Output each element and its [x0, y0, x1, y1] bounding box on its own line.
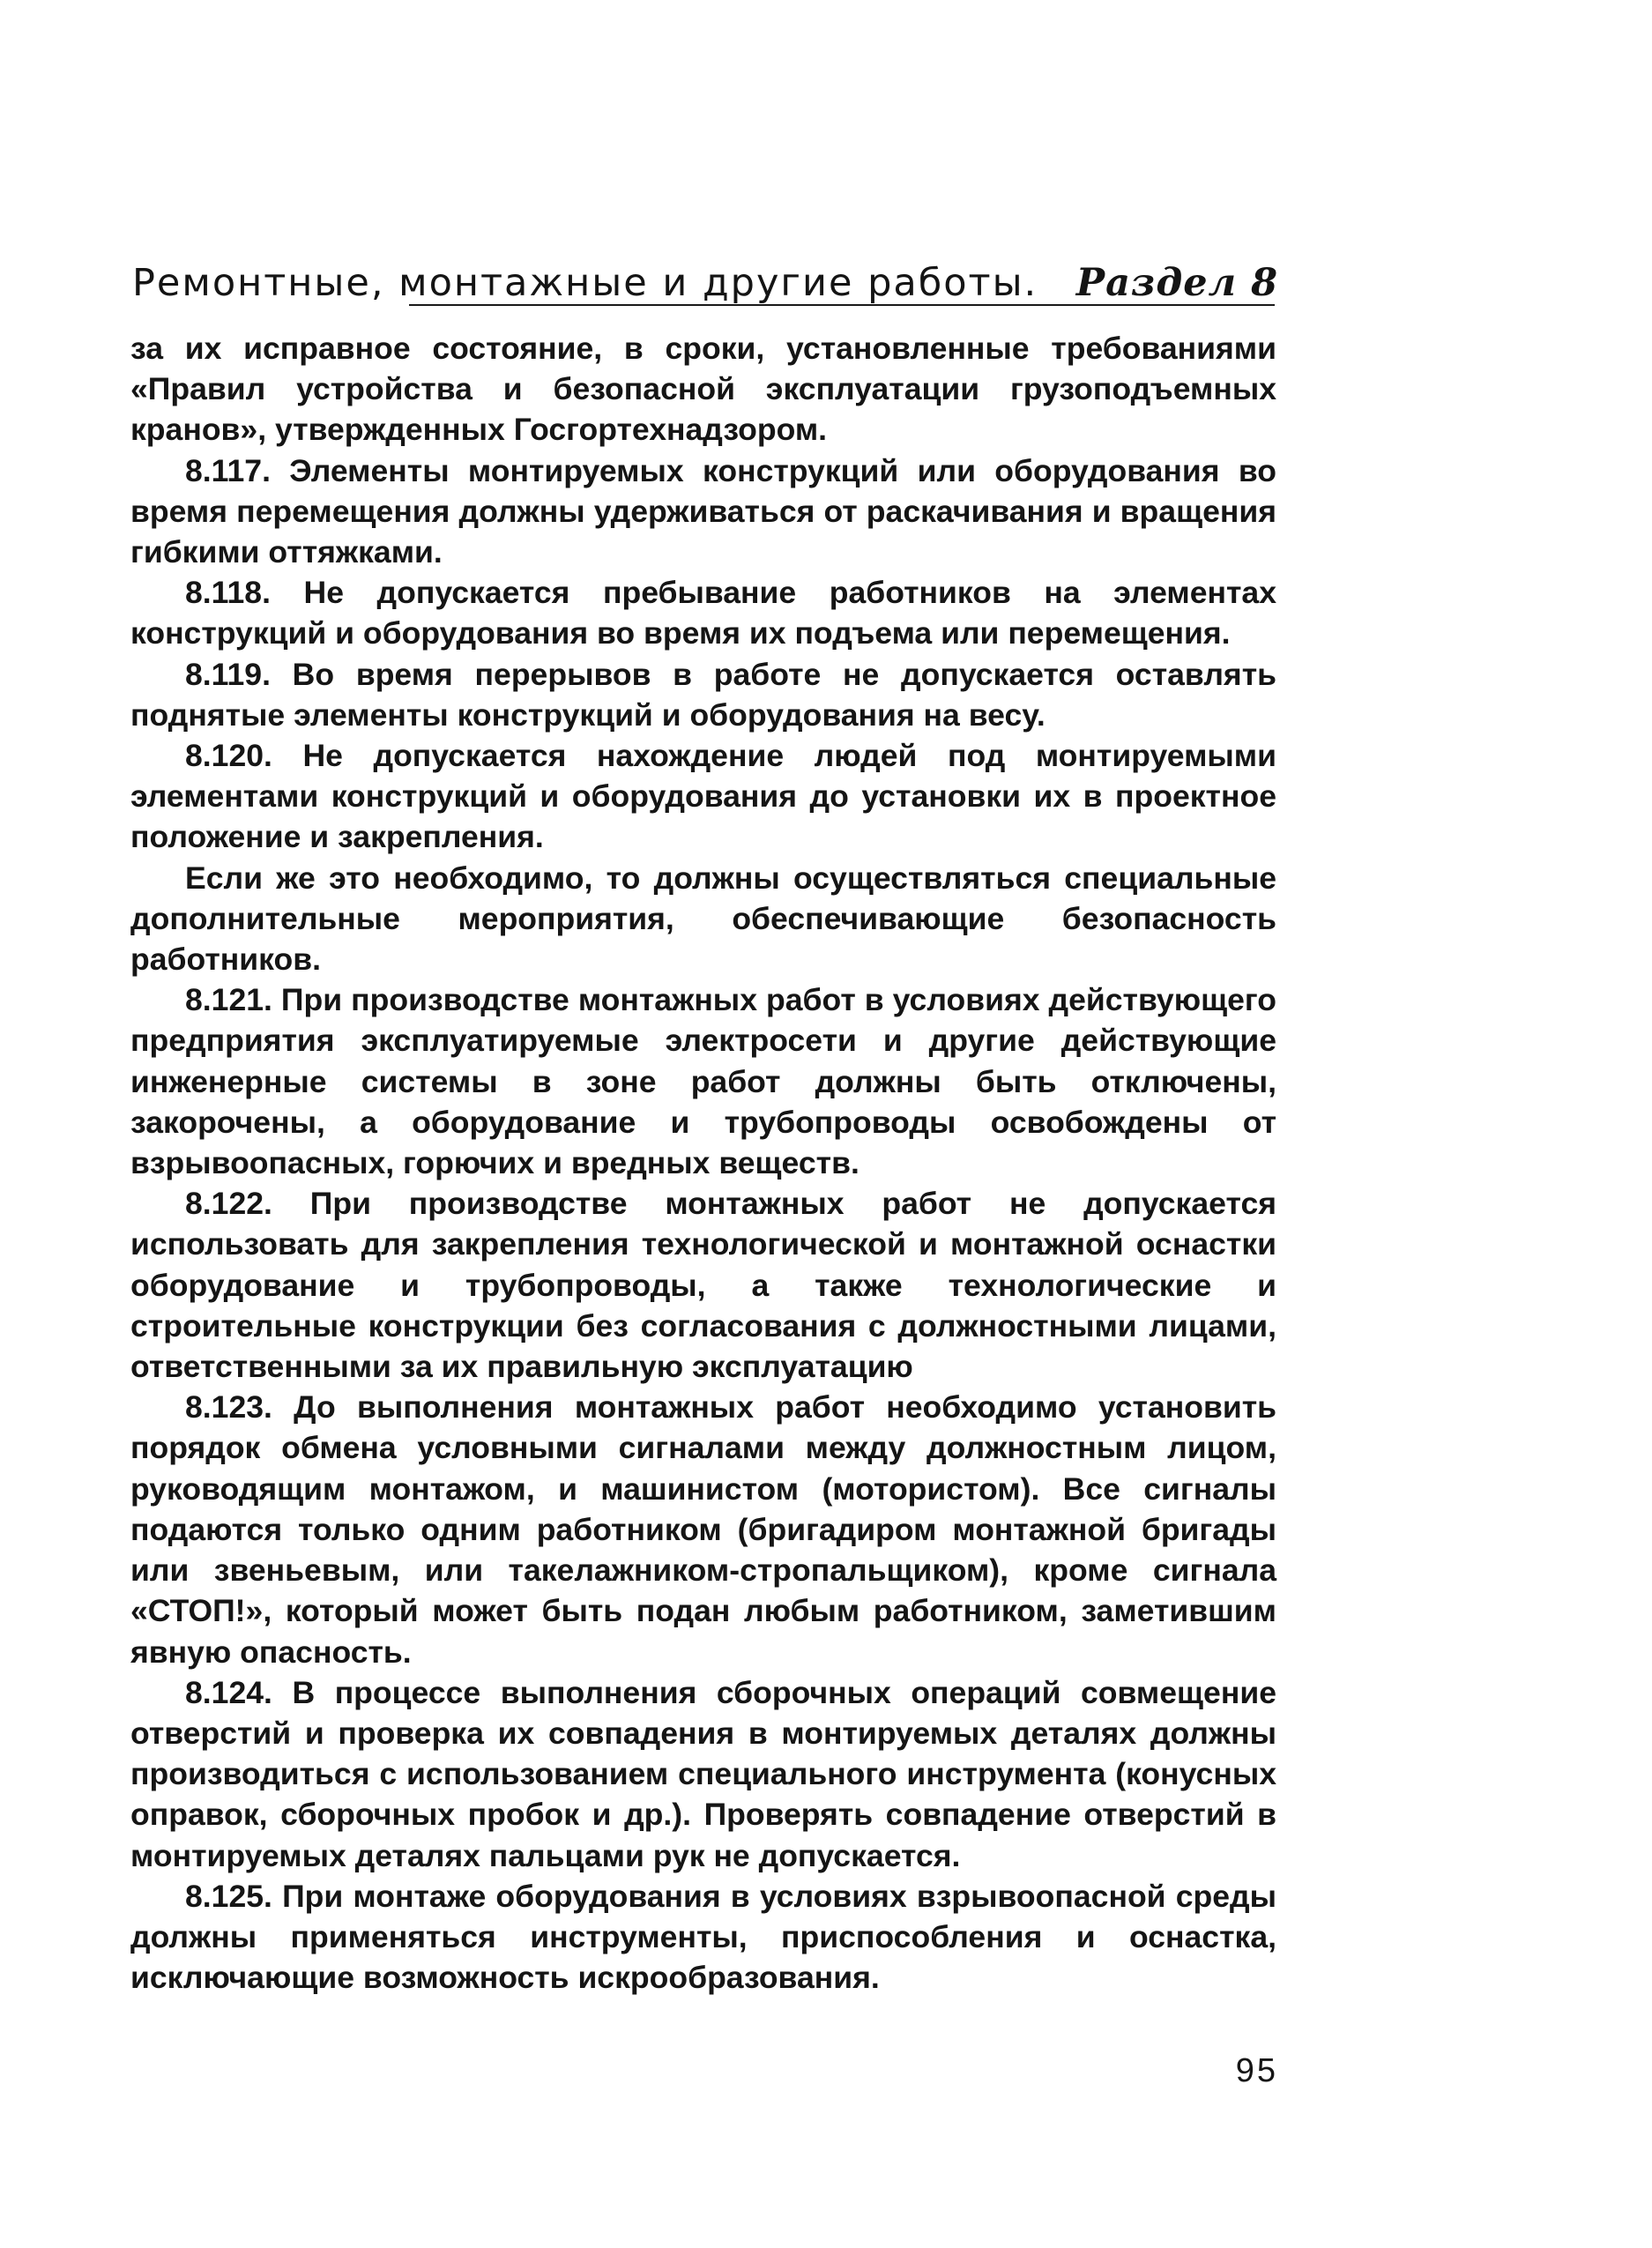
paragraph-8-119: 8.119. Во время перерывов в работе не допускается оставлять поднятые элементы конструкций и оборудования на весу.	[130, 656, 1276, 733]
paragraph-8-120-note: Если же это необходимо, то должны осуществляться специальные дополнительные мероприятия, обеспечивающие безопасность работников.	[130, 860, 1276, 978]
paragraph-8-124: 8.124. В процессе выполнения сборочных операций совмещение отверстий и проверка их совпадения в монтируемых деталях должны производиться с использованием специального инструмента (конусных оправок, сборочных пробок и др.). Проверять совпадение отверстий в монтируемых деталях пальцами рук не допускается.	[130, 1674, 1276, 1873]
header-rule	[409, 304, 1275, 306]
paragraph-8-120: 8.120. Не допускается нахождение людей под монтируемыми элементами конструкций и оборудования до установки их в проектное положение и закрепления.	[130, 738, 1276, 855]
paragraph-continuation: за их исправное состояние, в сроки, установленные требованиями «Правил устройства и безопасной эксплуатации грузоподъемных кранов», утвержденных Госгортехнадзором.	[130, 331, 1276, 448]
paragraph-8-118: 8.118. Не допускается пребывание работников на элементах конструкций и оборудования во время их подъема или перемещения.	[130, 575, 1276, 651]
paragraph-8-122: 8.122. При производстве монтажных работ не допускается использовать для закрепления технологической и монтажной оснастки оборудование и трубопроводы, а также технологические и строительные конструкции без согласования с должностными лицами, ответственными за их правильную эксплуатацию	[130, 1186, 1276, 1385]
paragraph-8-121: 8.121. При производстве монтажных работ в условиях действующего предприятия эксплуатируемые электросети и другие действующие инженерные системы в зоне работ должны быть отключены, закорочены, а оборудование и трубопроводы освобождены от взрывоопасных, горючих и вредных веществ.	[130, 982, 1276, 1181]
paragraph-8-117: 8.117. Элементы монтируемых конструкций или оборудования во время перемещения должны удерживаться от раскачивания и вращения гибкими оттяжками.	[130, 452, 1276, 570]
running-header	[132, 256, 1278, 310]
body-text	[130, 328, 1276, 1998]
paragraph-8-123: 8.123. До выполнения монтажных работ необходимо установить порядок обмена условными сигналами между должностным лицом, руководящим монтажом, и машинистом (мотористом). Все сигналы подаются только одним работником (бригадиром монтажной бригады или звеньевым, или такелажником-стропальщиком), кроме сигнала «СТОП!», который может быть подан любым работником, заметившим явную опасность.	[130, 1389, 1276, 1670]
page-number: 95	[1235, 2052, 1278, 2089]
paragraph-8-125: 8.125. При монтаже оборудования в условиях взрывоопасной среды должны применяться инструменты, приспособления и оснастка, исключающие возможность искрообразования.	[130, 1878, 1276, 1996]
header-title: Ремонтные, монтажные и другие работы.	[132, 261, 1038, 305]
header-section-label: Раздел 8	[1075, 261, 1278, 305]
